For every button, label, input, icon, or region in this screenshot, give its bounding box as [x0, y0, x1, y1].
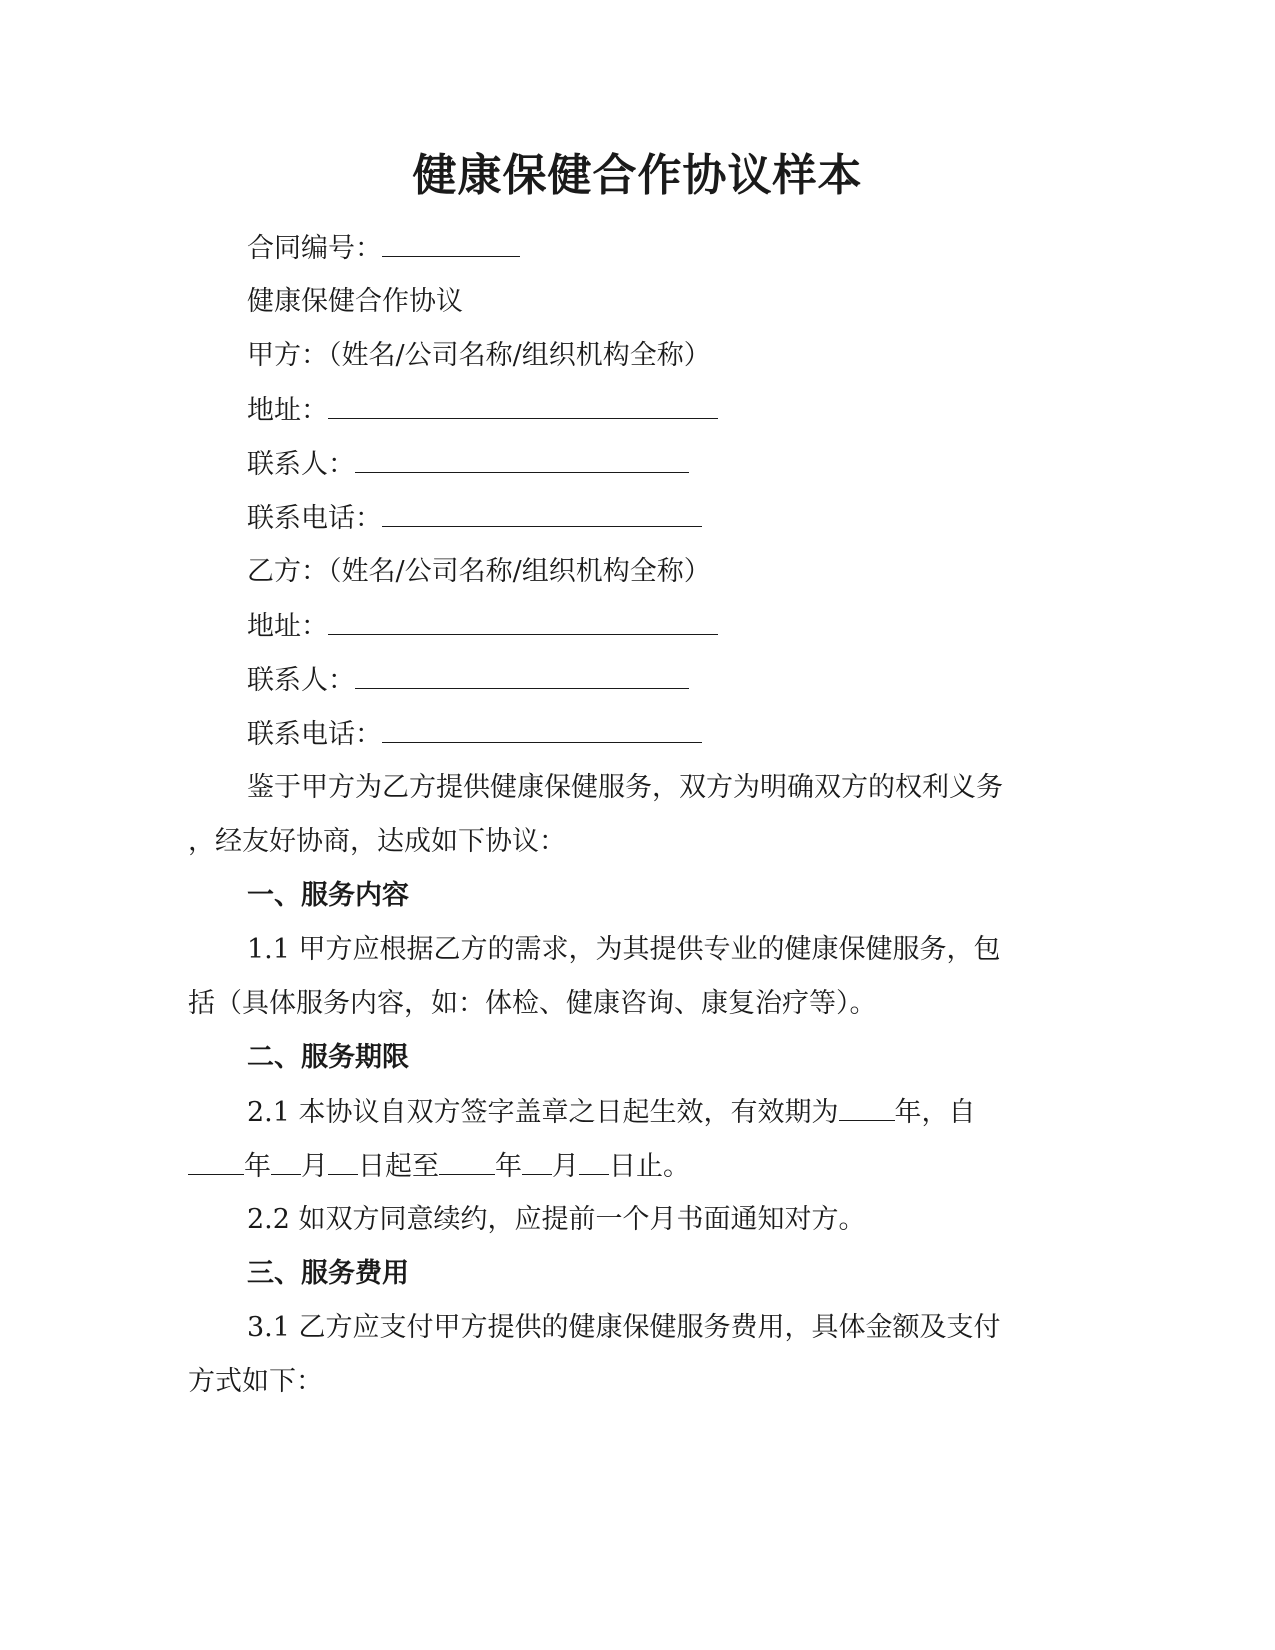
end-day-blank[interactable]	[579, 1148, 609, 1175]
clause-2-1-line-2	[188, 1148, 690, 1185]
party-a-phone-label: 联系电话：	[247, 503, 382, 534]
party-b-label: 乙方：（姓名/公司名称/组织机构全称）	[247, 556, 711, 587]
party-a-contact-line	[247, 446, 689, 483]
party-b-contact-line	[247, 662, 689, 699]
section-1-heading: 一、服务内容	[247, 880, 409, 911]
clause-3-1-line-2: 方式如下：	[188, 1366, 323, 1397]
party-b-phone-label: 联系电话：	[247, 719, 382, 750]
start-month-blank[interactable]	[271, 1148, 301, 1175]
party-a-contact-blank[interactable]	[355, 446, 689, 473]
end-year-label: 年	[495, 1151, 522, 1182]
clause-2-2: 2.2 如双方同意续约，应提前一个月书面通知对方。	[247, 1204, 866, 1235]
start-month-label: 月	[301, 1151, 328, 1182]
term-years-blank[interactable]	[839, 1094, 895, 1121]
party-a-phone-blank[interactable]	[382, 500, 702, 527]
clause-2-1-text-a: 2.1 本协议自双方签字盖章之日起生效，有效期为	[247, 1097, 839, 1128]
end-month-label: 月	[552, 1151, 579, 1182]
party-b-address-line	[247, 608, 718, 645]
document-title: 健康保健合作协议样本	[412, 150, 863, 201]
party-a-phone-line	[247, 500, 702, 537]
party-a-label: 甲方：（姓名/公司名称/组织机构全称）	[247, 340, 711, 371]
start-year-label: 年	[244, 1151, 271, 1182]
start-day-blank[interactable]	[328, 1148, 358, 1175]
party-b-address-label: 地址：	[247, 611, 328, 642]
clause-1-1-line-1: 1.1 甲方应根据乙方的需求，为其提供专业的健康保健服务，包	[247, 934, 1001, 965]
party-a-address-line	[247, 392, 718, 429]
contract-number-blank[interactable]	[382, 230, 520, 257]
end-month-blank[interactable]	[522, 1148, 552, 1175]
party-b-contact-blank[interactable]	[355, 662, 689, 689]
section-3-heading: 三、服务费用	[247, 1258, 409, 1289]
party-b-address-blank[interactable]	[328, 608, 718, 635]
preamble-line-1: 鉴于甲方为乙方提供健康保健服务，双方为明确双方的权利义务	[247, 772, 1003, 803]
section-2-heading: 二、服务期限	[247, 1042, 409, 1073]
clause-2-1-line-1	[247, 1094, 976, 1131]
end-year-blank[interactable]	[439, 1148, 495, 1175]
end-day-label: 日止。	[609, 1151, 690, 1182]
start-day-label: 日起至	[358, 1151, 439, 1182]
party-a-contact-label: 联系人：	[247, 449, 355, 480]
contract-number-line	[247, 230, 520, 267]
start-year-blank[interactable]	[188, 1148, 244, 1175]
preamble-line-2: ，经友好协商，达成如下协议：	[188, 826, 566, 857]
clause-3-1-line-1: 3.1 乙方应支付甲方提供的健康保健服务费用，具体金额及支付	[247, 1312, 1001, 1343]
party-a-address-blank[interactable]	[328, 392, 718, 419]
party-b-contact-label: 联系人：	[247, 665, 355, 696]
party-a-address-label: 地址：	[247, 395, 328, 426]
party-b-phone-blank[interactable]	[382, 716, 702, 743]
party-b-phone-line	[247, 716, 702, 753]
clause-1-1-line-2: 括（具体服务内容，如：体检、健康咨询、康复治疗等）。	[188, 988, 877, 1019]
clause-2-1-text-b: 年，自	[894, 1097, 976, 1128]
agreement-subtitle: 健康保健合作协议	[247, 286, 463, 317]
contract-number-label: 合同编号：	[247, 233, 382, 264]
